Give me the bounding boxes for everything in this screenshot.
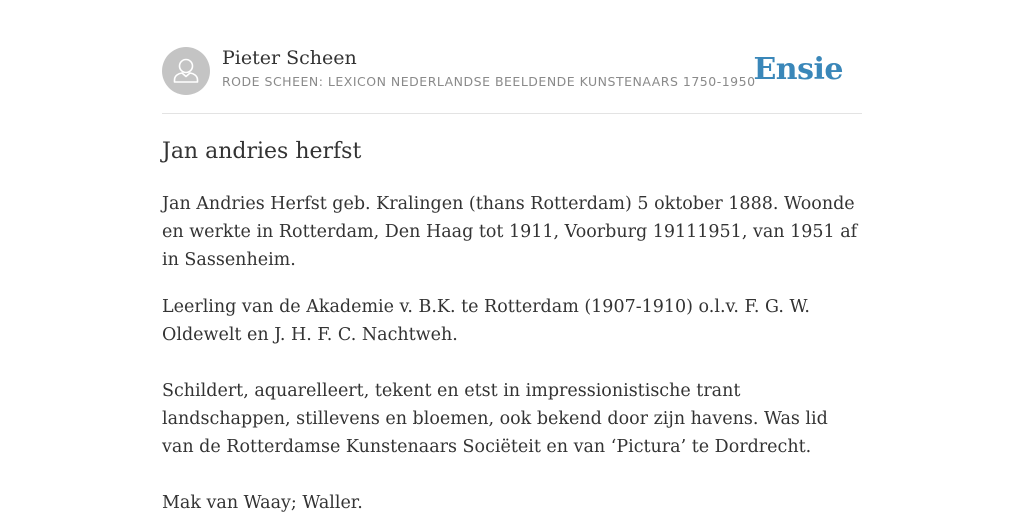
source-title[interactable]: RODE SCHEEN: LEXICON NEDERLANDSE BEELDENDE KUNSTENAARS 1750-1950 bbox=[222, 74, 756, 89]
header-divider bbox=[162, 113, 862, 114]
entry-header bbox=[162, 46, 862, 96]
page-title: Jan andries herfst bbox=[162, 139, 362, 164]
article-paragraph: Jan Andries Herfst geb. Kralingen (thans Rotterdam) 5 oktober 1888. Woonde en werkte in Rotterdam, Den Haag tot 1911, Voorburg 19111951, van 1951 af in Sassenheim. bbox=[162, 194, 858, 270]
ensie-logo[interactable]: Ensie bbox=[753, 52, 843, 87]
article-paragraph: Leerling van de Akademie v. B.K. te Rotterdam (1907-1910) o.l.v. F. G. W. Oldewelt en J. H. F. C. Nachtweh. bbox=[162, 297, 810, 345]
article-paragraph: Schildert, aquarelleert, tekent en etst in impressionistische trant landschappen, stillevens en bloemen, ook bekend door zijn havens. Was lid van de Rotterdamse Kunstenaars Sociëteit en van ‘Pictura’ te Dordrecht. bbox=[162, 381, 828, 457]
user-icon bbox=[162, 47, 210, 95]
author-name[interactable]: Pieter Scheen bbox=[222, 47, 357, 69]
author-avatar[interactable] bbox=[162, 47, 210, 95]
article-sources: Mak van Waay; Waller. bbox=[162, 493, 363, 512]
article-body bbox=[162, 190, 862, 512]
